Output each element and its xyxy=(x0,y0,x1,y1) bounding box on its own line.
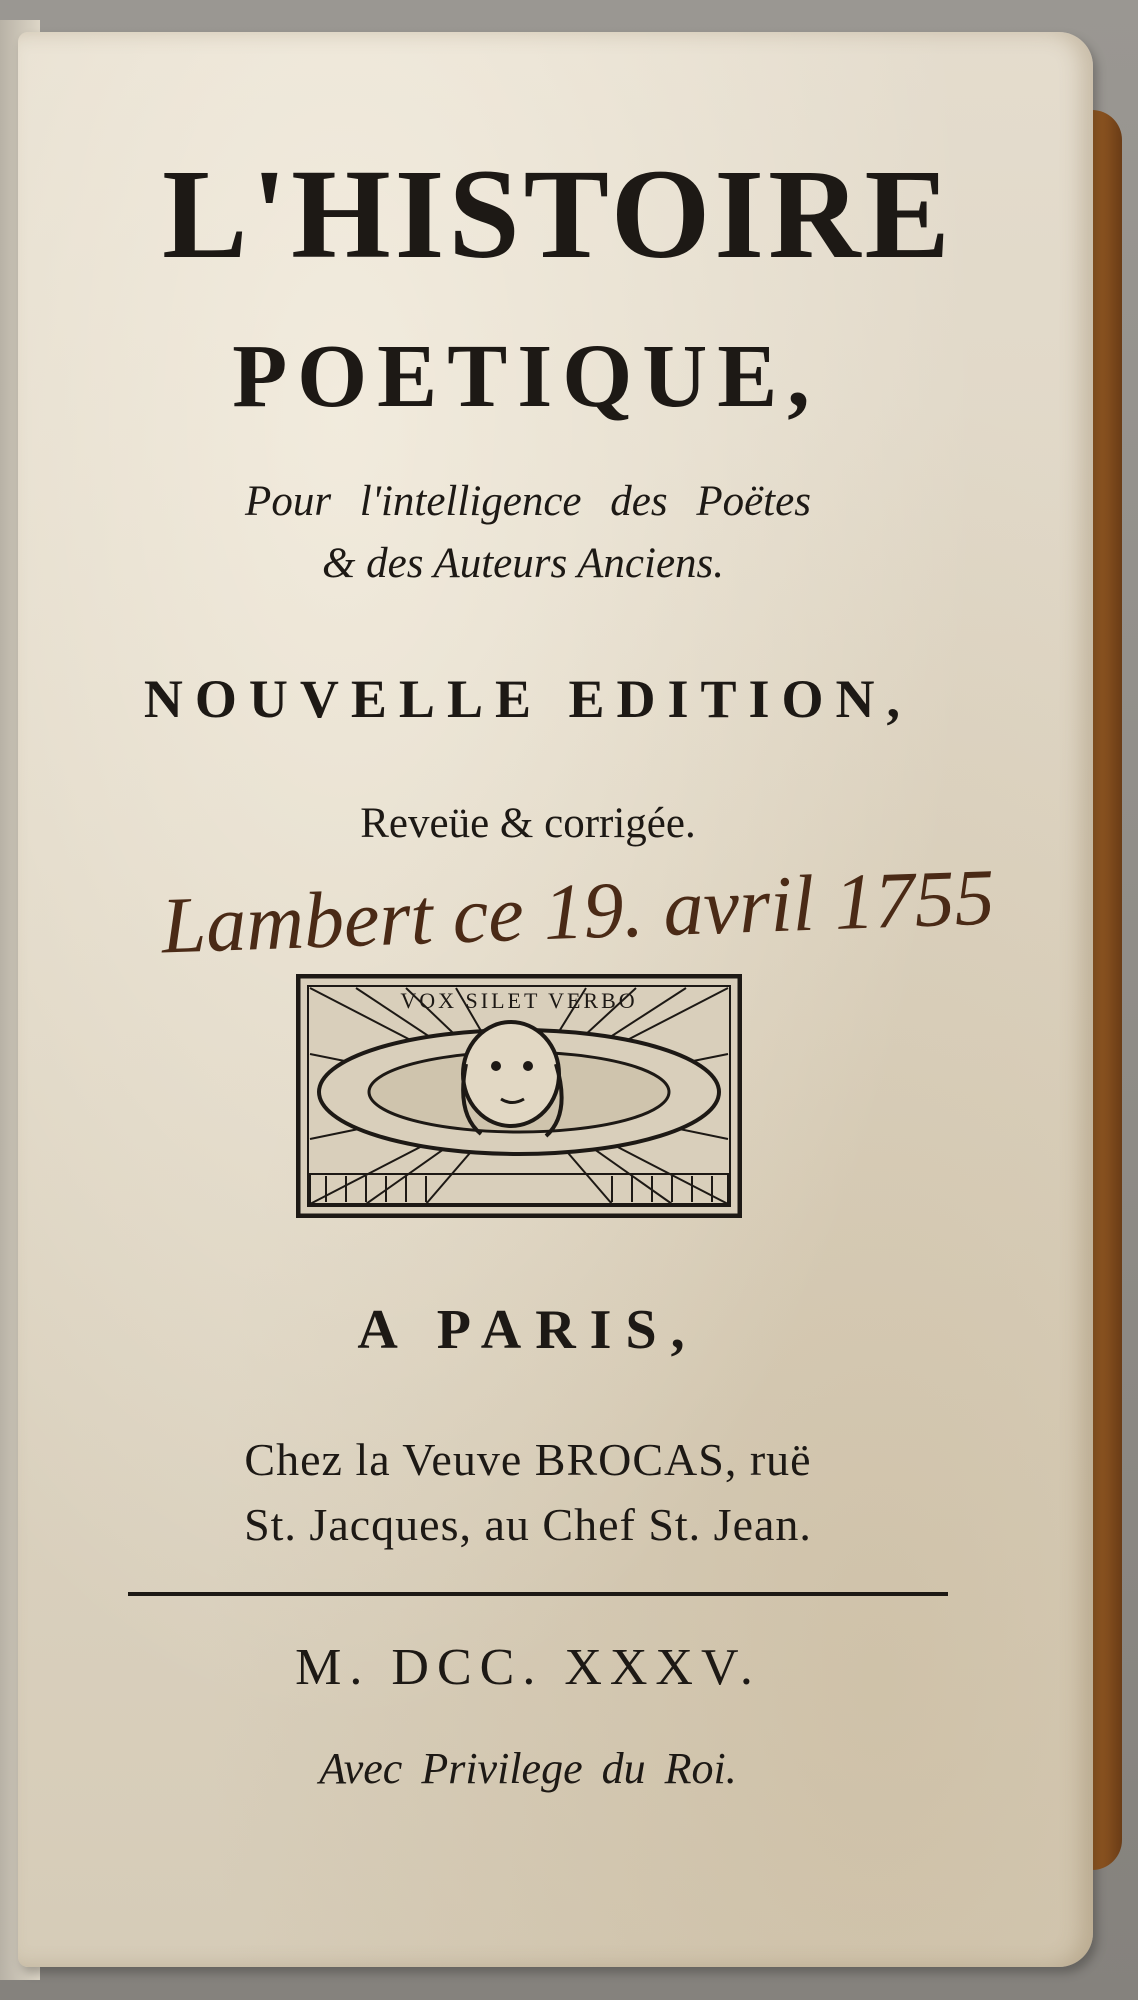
edition-heading: NOUVELLE EDITION, xyxy=(143,669,913,729)
handwritten-inscription: Lambert ce 19. avril 1755 xyxy=(160,853,996,971)
horizontal-rule xyxy=(128,1592,948,1596)
book-title: L'HISTOIRE xyxy=(162,143,954,285)
revision-note: Reveüe & corrigée. xyxy=(360,800,696,847)
place-of-publication: A PARIS, xyxy=(357,1299,699,1361)
publication-year: M. DCC. XXXV. xyxy=(295,1639,761,1696)
book-subtitle: POETIQUE, xyxy=(232,327,820,426)
purpose-line-2: & des Auteurs Anciens. xyxy=(321,540,725,587)
publisher-line-1: Chez la Veuve BROCAS, ruë xyxy=(244,1434,812,1485)
royal-privilege: Avec Privilege du Roi. xyxy=(319,1744,737,1793)
printer-device-woodcut xyxy=(296,974,742,1218)
title-page xyxy=(18,32,1093,1967)
printer-device-motto: VOX SILET VERBO xyxy=(400,988,638,1013)
purpose-line-1: Pour l'intelligence des Poëtes xyxy=(245,478,811,525)
publisher-line-2: St. Jacques, au Chef St. Jean. xyxy=(244,1499,812,1550)
